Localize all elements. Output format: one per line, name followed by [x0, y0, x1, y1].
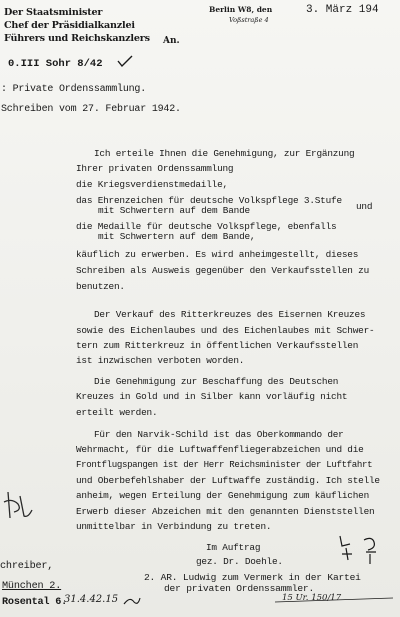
- body-line-13: tern zum Ritterkreuz in öffentlichen Verkaufsstellen: [76, 340, 359, 351]
- note-line-1: 2. AR. Ludwig zum Vermerk in der Kartei: [144, 572, 361, 583]
- reference-letter-line: Schreiben vom 27. Februar 1942.: [1, 104, 181, 115]
- body-line-20: Frontflugspangen ist der Herr Reichsminister der Luftfahrt: [76, 459, 373, 470]
- body-line-15: Die Genehmigung zur Beschaffung des Deutschen: [94, 376, 339, 387]
- body-line-und: und: [356, 201, 373, 212]
- initials-mark-icon: [336, 534, 356, 564]
- body-line-8: käuflich zu erwerben. Es wird anheimgestellt, dieses: [76, 249, 359, 260]
- body-line-1: Ich erteile Ihnen die Genehmigung, zur Ergänzung: [94, 148, 355, 159]
- margin-scribble-icon: [2, 488, 36, 524]
- body-line-23: Erwerb dieser Abzeichen mit den genannten Dienststellen: [76, 506, 375, 517]
- handwritten-date: 31.4.42.15: [64, 594, 119, 605]
- body-line-10: benutzen.: [76, 281, 125, 292]
- body-line-11: Der Verkauf des Ritterkreuzes des Eisernen Kreuzes: [94, 309, 366, 320]
- reference-number: 0.III Sohr 8/42: [8, 58, 103, 70]
- underline-scribble-icon: [122, 592, 142, 608]
- handwritten-file-number: 15 Ur. 150/17: [282, 593, 342, 603]
- letterhead-line-3: Führers und Reichskanzlers: [4, 33, 150, 44]
- body-line-2: Ihrer privaten Ordenssammlung: [76, 163, 234, 174]
- closing-im-auftrag: Im Auftrag: [206, 542, 261, 553]
- body-line-22: anheim, wegen Erteilung der Genehmigung zum käuflichen: [76, 490, 369, 501]
- body-line-6: die Medaille für deutsche Volkspflege, ebenfalls: [76, 221, 337, 232]
- body-line-4: das Ehrenzeichen für deutsche Volkspflege 3.Stufe: [76, 195, 342, 206]
- body-line-12: sowie des Eichenlaubes und des Eichenlaubes mit Schwer-: [76, 325, 375, 336]
- letterhead-street: Voßstraße 4: [229, 16, 269, 24]
- address-line-1: chreiber,: [0, 561, 54, 572]
- body-line-16: Kreuzes in Gold und in Silber kann vorläufig nicht: [76, 391, 348, 402]
- body-line-24: unmittelbar in Verbindung zu treten.: [76, 521, 272, 532]
- subject-line: : Private Ordenssammlung.: [1, 84, 147, 95]
- body-line-5: mit Schwertern auf dem Bande: [98, 205, 250, 216]
- body-line-17: erteilt werden.: [76, 407, 158, 418]
- file-number-strike-icon: [275, 590, 395, 604]
- marginal-mark-icon: [360, 536, 382, 566]
- letterhead-an: An.: [163, 36, 180, 46]
- body-line-18: Für den Narvik-Schild ist das Oberkommando der: [94, 429, 344, 440]
- check-mark-icon: [116, 54, 134, 68]
- closing-signed: gez. Dr. Doehle.: [196, 556, 283, 567]
- body-line-9: Schreiben als Ausweis gegenüber den Verkaufsstellen zu: [76, 265, 369, 276]
- note-line-2: der privaten Ordenssammler.: [164, 583, 315, 594]
- letterhead-line-2: Chef der Präsidialkanzlei: [4, 20, 135, 31]
- letterhead-place: Berlin W8, den: [209, 5, 273, 14]
- letter-date: 3. März 194: [306, 4, 379, 16]
- letterhead-line-1: Der Staatsminister: [4, 7, 103, 18]
- body-line-21: und Oberbefehlshaber der Luftwaffe zuständig. Ich stelle: [76, 475, 380, 486]
- body-line-3: die Kriegsverdienstmedaille,: [76, 179, 228, 190]
- body-line-7: mit Schwertern auf dem Bande,: [98, 231, 256, 242]
- address-line-2: München 2.: [2, 581, 62, 592]
- address-line-3: Rosental 6.: [2, 597, 68, 608]
- body-line-14: ist inzwischen verboten worden.: [76, 355, 245, 366]
- body-line-19: Wehrmacht, für die Luftwaffenfliegerabzeichen und die: [76, 444, 364, 455]
